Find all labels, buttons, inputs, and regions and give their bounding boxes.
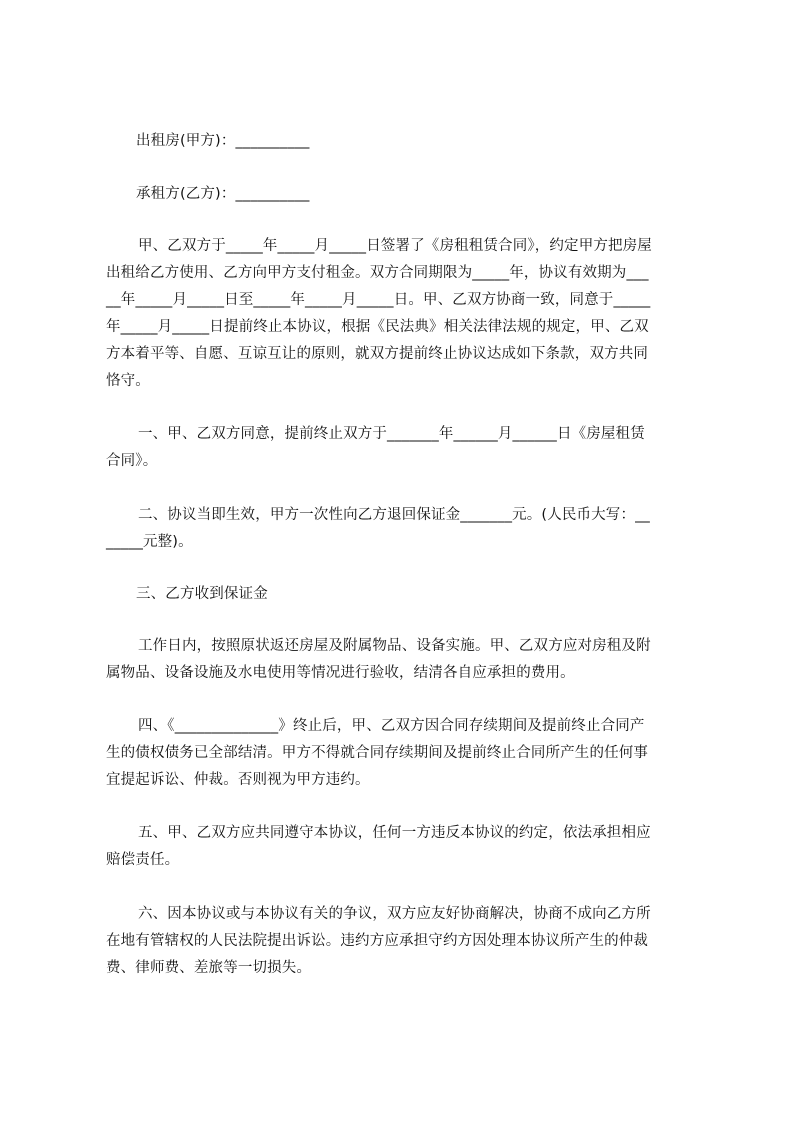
paragraph-line: 出租给乙方使用、乙方向甲方支付租金。双方合同期限为_____年，协议有效期为___	[106, 265, 649, 281]
paragraph-line: 六、因本协议或与本协议有关的争议，双方应友好协商解决，协商不成向乙方所	[138, 906, 651, 922]
paragraph-line: 一、甲、乙双方同意，提前终止双方于_______年______月______日《房屋租赁	[138, 426, 645, 442]
paragraph-line: 甲、乙双方于_____年_____月_____日签署了《房租租赁合同》，约定甲方把房屋	[138, 238, 652, 254]
paragraph-line: 方本着平等、自愿、互谅互让的原则，就双方提前终止协议达成如下条款，双方共同	[106, 346, 649, 362]
paragraph-line: __年_____月_____日至_____年_____月_____日。甲、乙双方协商一致，同意于_____	[106, 292, 651, 308]
landlord-label: 出租房(甲方)：__________	[136, 133, 310, 149]
paragraph-line: 合同》。	[106, 453, 158, 469]
paragraph-line: 赔偿责任。	[106, 852, 180, 868]
paragraph-line: 四、《______________》终止后，甲、乙双方因合同存续期间及提前终止合同产	[138, 718, 645, 734]
paragraph-line: _____元整)。	[106, 534, 193, 550]
paragraph-line: 五、甲、乙双方应共同遵守本协议，任何一方违反本协议的约定，依法承担相应	[138, 825, 651, 841]
paragraph-line: 年_____月_____日提前终止本协议，根据《民法典》相关法律法规的规定，甲、乙双	[106, 319, 649, 335]
paragraph-line: 二、协议当即生效，甲方一次性向乙方退回保证金_______元。(人民币大写：__	[138, 507, 650, 523]
paragraph-line: 宜提起诉讼、仲裁。否则视为甲方违约。	[106, 772, 370, 788]
clause-3-heading: 三、乙方收到保证金	[136, 586, 268, 602]
paragraph-line: 属物品、设备设施及水电使用等情况进行验收，结清各自应承担的费用。	[106, 665, 575, 681]
paragraph-line: 费、律师费、差旅等一切损失。	[106, 960, 312, 976]
paragraph-line: 生的债权债务已全部结清。甲方不得就合同存续期间及提前终止合同所产生的任何事	[106, 745, 649, 761]
paragraph-line: 工作日内，按照原状返还房屋及附属物品、设备实施。甲、乙双方应对房租及附	[138, 638, 651, 654]
paragraph-line: 在地有管辖权的人民法院提出诉讼。违约方应承担守约方因处理本协议所产生的仲裁	[106, 933, 649, 949]
tenant-label: 承租方(乙方)：__________	[136, 186, 310, 202]
paragraph-line: 恪守。	[106, 373, 150, 389]
